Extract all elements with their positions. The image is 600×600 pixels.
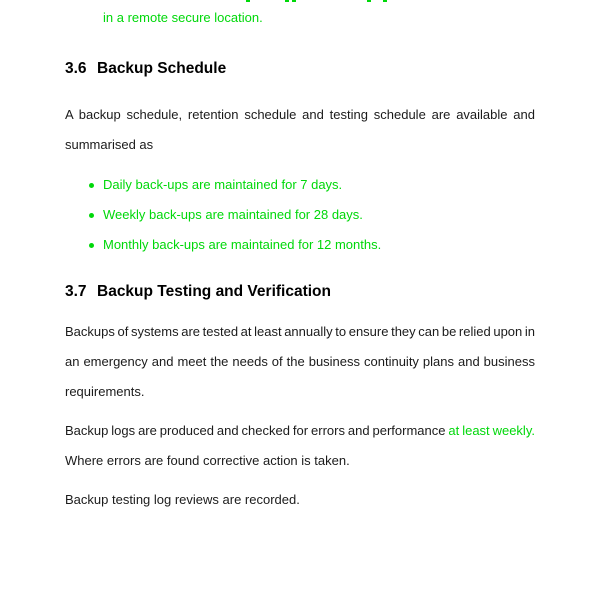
bullet-text: Monthly back-ups are maintained for 12 months. [103,237,382,252]
bullet-list [65,177,535,267]
text-line: Where errors are found corrective action is taken. [65,453,350,468]
descender-mark [367,0,371,2]
heading-number: 3.7 [65,283,87,300]
descender-mark [383,0,387,2]
cropped-paragraph-continuation: in a remote secure location. [103,10,263,25]
descender-mark [246,0,250,2]
text-line: Backup testing log reviews are recorded. [65,492,300,507]
bullet-icon [89,183,94,188]
line-text: Backups of systems are tested at least annually to ensure they can be relied upon in [65,324,535,339]
paragraph-backup-logs [65,423,535,483]
heading-title: Backup Schedule [97,60,227,77]
heading-title: Backup Testing and Verification [97,283,331,300]
descender-mark [292,0,296,2]
heading-3-6 [65,59,226,79]
bullet-item [65,207,535,223]
paragraph-backup-testing [65,324,535,414]
line-text-black: Backup logs are produced and checked for errors and performance [65,423,446,438]
bullet-item [65,177,535,193]
line-text [65,423,535,438]
paragraph-backup-schedule [65,107,535,167]
descender-mark [285,0,289,2]
paragraph-testing-log-reviews [65,492,535,522]
text-line [65,354,535,370]
heading-number: 3.6 [65,60,87,77]
text-line [65,423,535,439]
bullet-item [65,237,535,253]
bullet-icon [89,213,94,218]
text-line: summarised as [65,137,154,152]
text-line: requirements. [65,384,145,399]
bullet-text: Daily back-ups are maintained for 7 days. [103,177,343,192]
line-text: an emergency and meet the needs of the business continuity plans and business [65,354,535,369]
bullet-text: Weekly back-ups are maintained for 28 days. [103,207,363,222]
heading-3-7 [65,282,331,302]
text-line [65,107,535,123]
bullet-icon [89,243,94,248]
line-text: A backup schedule, retention schedule and testing schedule are available and [65,107,535,122]
text-line [65,324,535,340]
line-text-green: at least weekly. [448,423,535,438]
